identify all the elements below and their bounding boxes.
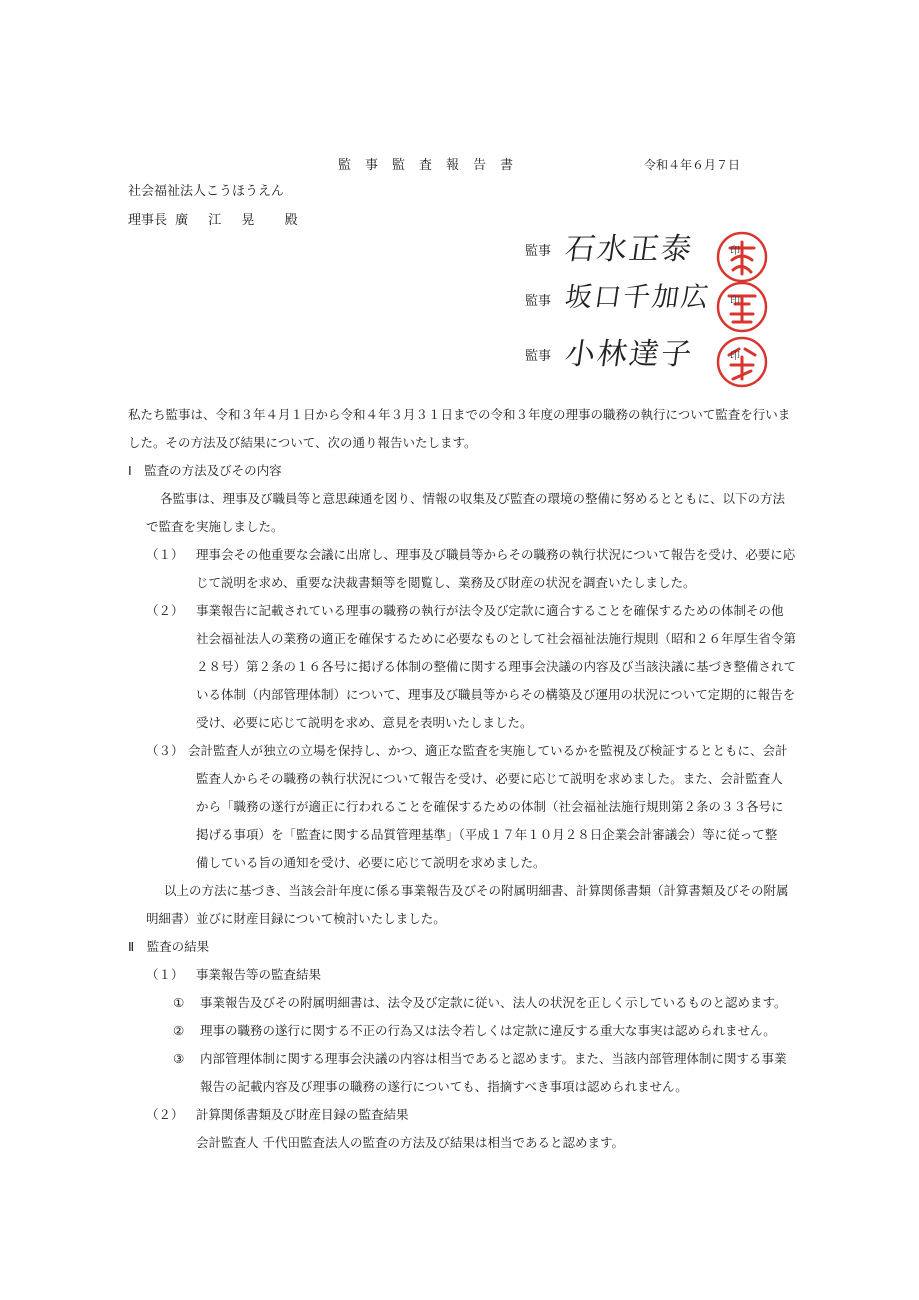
result1-b: 理事の職務の遂行に関する不正の行為又は法令若しくは定款に違反する重大な事実は認められません。 — [200, 1023, 776, 1038]
result2-text: 会計監査人 千代田監査法人の監査の方法及び結果は相当であると認めます。 — [196, 1135, 624, 1150]
item3-line-5: 備している旨の通知を受け、必要に応じて説明を求めました。 — [196, 855, 546, 870]
signature-label: 監事 — [525, 294, 552, 309]
addressee — [128, 213, 302, 229]
signature-name: 小林達子 — [562, 337, 696, 372]
item3-line-3: から「職務の遂行が適正に行われることを確保するための体制（社会福祉法施行規則第２条の３３各号に — [196, 799, 784, 814]
item1-line-1: 理事会その他重要な会議に出席し、理事及び職員等からその職務の執行状況について報告を受け、必要に応 — [196, 547, 796, 562]
section1-lead-2: で監査を実施しました。 — [146, 519, 284, 534]
result1-title: 事業報告等の監査結果 — [196, 967, 322, 982]
summary-line-1: 以上の方法に基づき、当該会計年度に係る事業報告及びその附属明細書、計算関係書類（計算書類及びその附属 — [164, 883, 789, 898]
item2-line-4: いる体制（内部管理体制）について、理事及び職員等からその構築及び運用の状況について定期的に報告を — [196, 687, 796, 702]
summary-line-2: 明細書）並びに財産目録について検討いたしました。 — [146, 911, 446, 926]
organization-name: 社会福祉法人こうほうえん — [128, 184, 285, 199]
addressee-honorific: 殿 — [284, 213, 298, 228]
addressee-role: 理事長 — [128, 213, 168, 228]
item-number: （３） — [146, 743, 184, 758]
addressee-name: 廣 江 晃 — [175, 213, 263, 228]
seal-stamp-icon — [715, 230, 769, 284]
item2-line-3: ２８号）第２条の１６各号に掲げる体制の整備に関する理事会決議の内容及び当該決議に基づき整備されて — [196, 659, 797, 674]
item2-line-5: 受け、必要に応じて説明を求め、意見を表明いたしました。 — [196, 715, 533, 730]
result-number: （１） — [146, 967, 184, 982]
signature-label: 監事 — [525, 349, 552, 364]
result1-c-line-2: 報告の記載内容及び理事の職務の遂行についても、指摘すべき事項は認められません。 — [200, 1079, 688, 1094]
intro-line-2: した。その方法及び結果について、次の通り報告いたします。 — [128, 435, 477, 450]
section-heading-1: Ⅰ 監査の方法及びその内容 — [128, 463, 282, 478]
seal-stamp-icon — [715, 335, 769, 389]
item2-line-2: 社会福祉法人の業務の適正を確保するために必要なものとして社会福祉法施行規則（昭和２６年厚生省令第 — [196, 631, 797, 646]
result2-title: 計算関係書類及び財産目録の監査結果 — [196, 1107, 409, 1122]
seal-mark: 印 — [730, 351, 740, 362]
result-subnumber: ③ — [173, 1051, 185, 1066]
document-date: 令和４年６月７日 — [644, 158, 741, 172]
section1-lead-1: 各監事は、理事及び職員等と意思疎通を図り、情報の収集及び監査の環境の整備に努めるとともに、以下の方法 — [160, 491, 786, 506]
signature-label: 監事 — [525, 244, 552, 259]
item1-line-2: じて説明を求め、重要な決裁書類等を閲覧し、業務及び財産の状況を調査いたしました。 — [196, 575, 696, 590]
result-number: （２） — [146, 1107, 184, 1122]
item-number: （１） — [146, 547, 184, 562]
seal-mark: 印 — [730, 246, 740, 257]
result1-a: 事業報告及びその附属明細書は、法令及び定款に従い、法人の状況を正しく示しているものと認めます。 — [200, 995, 787, 1010]
item3-line-2: 監査人からその職務の執行状況について報告を受け、必要に応じて説明を求めました。また、会計監査人 — [196, 771, 783, 786]
intro-line-1: 私たち監事は、令和３年４月１日から令和４年３月３１日までの令和３年度の理事の職務の執行について監査を行いま — [128, 407, 791, 422]
document-title: 監事監査報告書 — [338, 158, 528, 173]
item2-line-1: 事業報告に記載されている理事の職務の執行が法令及び定款に適合することを確保するための体制その他 — [196, 603, 784, 618]
result1-c-line-1: 内部管理体制に関する理事会決議の内容は相当であると認めます。また、当該内部管理体制に関する事業 — [200, 1051, 787, 1066]
seal-mark: 印 — [730, 296, 740, 307]
result-subnumber: ② — [173, 1023, 185, 1038]
result-subnumber: ① — [173, 995, 185, 1010]
item-number: （２） — [146, 603, 184, 618]
section-heading-2: Ⅱ 監査の結果 — [128, 939, 210, 954]
seal-stamp-icon — [715, 280, 769, 334]
signature-name: 坂口千加広 — [562, 282, 713, 313]
signature-name: 石水正泰 — [562, 232, 696, 267]
item3-line-1: 会計監査人が独立の立場を保持し、かつ、適正な監査を実施しているかを監視及び検証するとともに、会計 — [188, 743, 788, 758]
item3-line-4: 掲げる事項）を「監査に関する品質管理基準」（平成１７年１０月２８日企業会計審議会）等に従って整 — [196, 827, 778, 842]
